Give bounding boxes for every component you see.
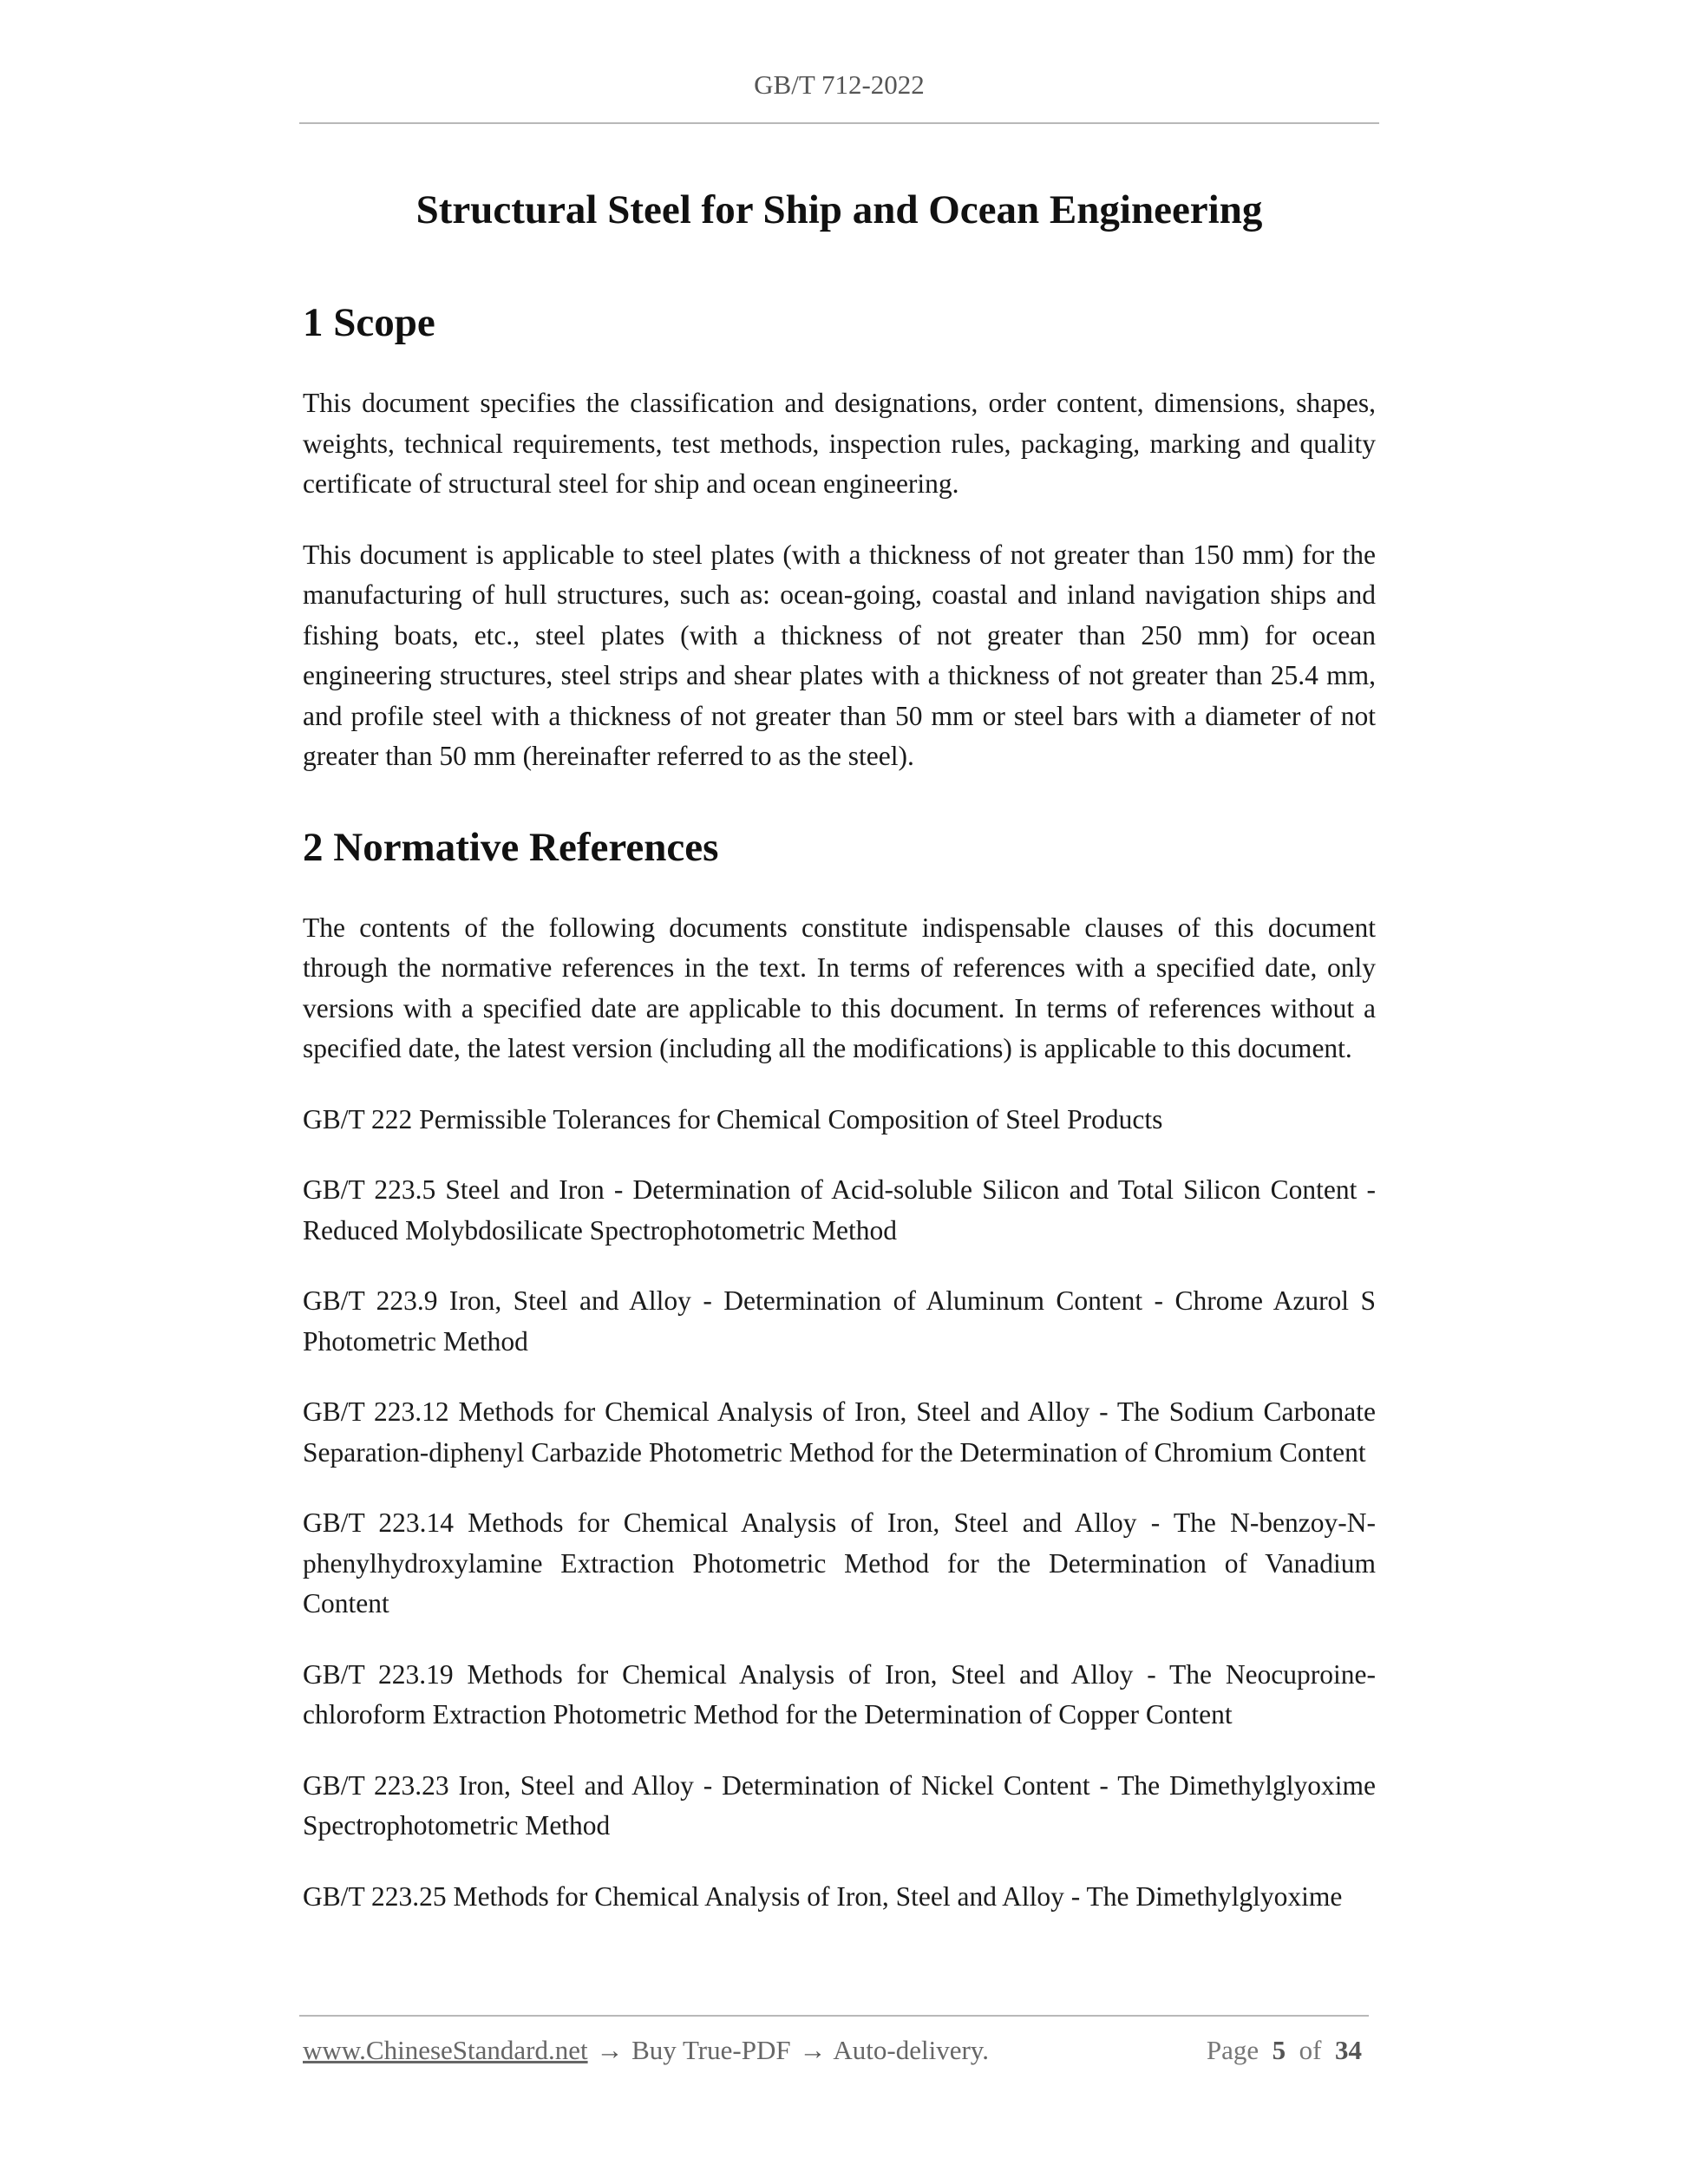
footer-divider [299,2015,1369,2017]
buy-text: Buy True-PDF [631,2035,791,2065]
page-label: Page [1206,2035,1259,2065]
arrow-right-icon: → [799,2035,827,2065]
reference-list [303,1100,1376,1918]
page-of-label: of [1299,2035,1322,2065]
page-total: 34 [1335,2035,1362,2065]
reference-item: GB/T 223.23 Iron, Steel and Alloy - Determination of Nickel Content - The Dimethylglyoxime Spectrophotometric Method [303,1769,1376,1841]
section-heading-normative-references: 2 Normative References [303,824,719,870]
reference-item: GB/T 223.19 Methods for Chemical Analysis of Iron, Steel and Alloy - The Neocuproine-chloroform Extraction Photometric Method for the Determination of Copper Content [303,1658,1376,1730]
page-header-standard-code: GB/T 712-2022 [754,69,925,100]
footer-promo [303,2035,989,2066]
page-number [1207,2035,1362,2066]
reference-item: GB/T 223.14 Methods for Chemical Analysis of Iron, Steel and Alloy - The N-benzoy-N-phenylhydroxylamine Extraction Photometric Method for the Determination of Vanadium Content [303,1507,1376,1618]
delivery-text: Auto-delivery. [833,2035,990,2065]
document-body [303,180,1376,1947]
reference-item: GB/T 222 Permissible Tolerances for Chemical Composition of Steel Products [303,1103,1163,1135]
site-link[interactable]: www.ChineseStandard.net [303,2035,588,2065]
header-divider [299,122,1379,124]
page-footer [303,2035,1369,2066]
reference-item: GB/T 223.12 Methods for Chemical Analysis of Iron, Steel and Alloy - The Sodium Carbonate Separation-diphenyl Carbazide Photometric Method for the Determination of Chromium Content [303,1396,1376,1468]
section-heading-scope: 1 Scope [303,300,435,345]
reference-item: GB/T 223.25 Methods for Chemical Analysis of Iron, Steel and Alloy - The Dimethylglyoxime [303,1880,1343,1912]
arrow-right-icon: → [596,2035,624,2065]
references-intro-paragraph: The contents of the following documents constitute indispensable clauses of this document through the normative references in the text. In terms of references with a specified date, only versions with a specified date are applicable to this document. In terms of references without a specified date, the latest version (including all the modifications) is applicable to this document. [303,912,1376,1063]
document-title: Structural Steel for Ship and Ocean Engineering [415,187,1263,232]
scope-paragraph: This document specifies the classification and designations, order content, dimensions, shapes, weights, technical requirements, test methods, inspection rules, packaging, marking and quality certificate of structural steel for ship and ocean engineering. [303,388,1376,499]
scope-paragraph: This document is applicable to steel plates (with a thickness of not greater than 150 mm) for the manufacturing of hull structures, such as: ocean-going, coastal and inland navigation ships and fishing boats, etc., steel plates (with a thickness of not greater than 250 mm) for ocean engineering structures, steel strips and shear plates with a thickness of not greater than 25.4 mm, and profile steel with a thickness of not greater than 50 mm or steel bars with a diameter of not greater than 50 mm (hereinafter referred to as the steel). [303,539,1376,771]
reference-item: GB/T 223.5 Steel and Iron - Determination of Acid-soluble Silicon and Total Silicon Content - Reduced Molybdosilicate Spectrophotometric Method [303,1174,1376,1246]
reference-item: GB/T 223.9 Iron, Steel and Alloy - Determination of Aluminum Content - Chrome Azurol S Photometric Method [303,1285,1376,1357]
page-current: 5 [1272,2035,1286,2065]
